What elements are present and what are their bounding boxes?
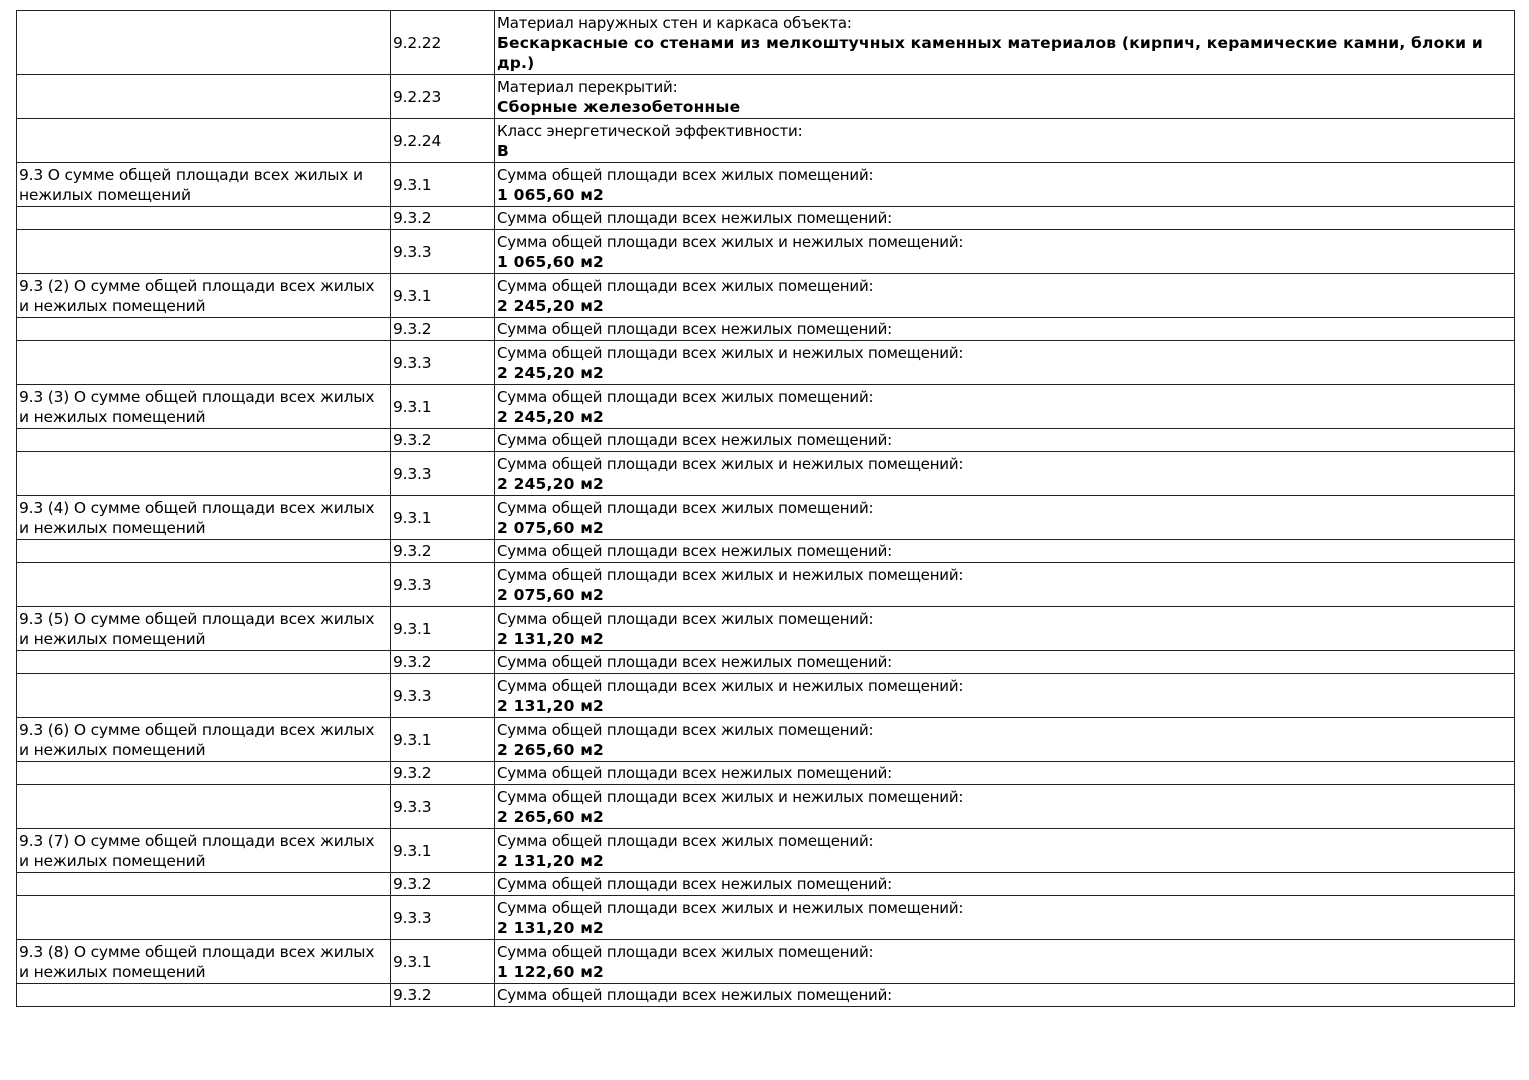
field-label: Сумма общей площади всех жилых помещений: xyxy=(497,166,874,184)
field-value: 1 065,60 м2 xyxy=(497,253,605,271)
field-label: Класс энергетической эффективности: xyxy=(497,122,803,140)
field-label: Сумма общей площади всех жилых помещений: xyxy=(497,499,874,517)
section-cell: 9.3 (8) О сумме общей площади всех жилых и нежилых помещений xyxy=(17,940,391,984)
table-row xyxy=(17,207,1515,230)
content-cell xyxy=(495,718,1515,762)
table-row xyxy=(17,563,1515,607)
code-cell: 9.3.2 xyxy=(391,207,495,230)
content-cell xyxy=(495,607,1515,651)
content-cell xyxy=(495,896,1515,940)
code-cell: 9.3.3 xyxy=(391,230,495,274)
section-cell: 9.3 (7) О сумме общей площади всех жилых и нежилых помещений xyxy=(17,829,391,873)
field-label: Сумма общей площади всех нежилых помещений: xyxy=(497,320,893,338)
code-cell: 9.3.1 xyxy=(391,607,495,651)
table-row xyxy=(17,318,1515,341)
table-row xyxy=(17,762,1515,785)
field-label: Сумма общей площади всех жилых и нежилых помещений: xyxy=(497,788,964,806)
declaration-table xyxy=(16,10,1515,1007)
table-row xyxy=(17,75,1515,119)
table-row xyxy=(17,785,1515,829)
section-cell: 9.3 (4) О сумме общей площади всех жилых и нежилых помещений xyxy=(17,496,391,540)
content-cell xyxy=(495,385,1515,429)
code-cell: 9.3.1 xyxy=(391,163,495,207)
field-value: 2 131,20 м2 xyxy=(497,697,605,715)
field-label: Сумма общей площади всех жилых и нежилых помещений: xyxy=(497,899,964,917)
section-cell xyxy=(17,230,391,274)
code-cell: 9.3.1 xyxy=(391,940,495,984)
field-value: 2 131,20 м2 xyxy=(497,630,605,648)
table-row xyxy=(17,651,1515,674)
field-label: Сумма общей площади всех жилых и нежилых помещений: xyxy=(497,566,964,584)
section-cell xyxy=(17,785,391,829)
section-cell: 9.3 (2) О сумме общей площади всех жилых и нежилых помещений xyxy=(17,274,391,318)
table-row xyxy=(17,429,1515,452)
code-cell: 9.3.3 xyxy=(391,341,495,385)
field-value: 2 131,20 м2 xyxy=(497,919,605,937)
content-cell xyxy=(495,119,1515,163)
code-cell: 9.3.2 xyxy=(391,873,495,896)
section-cell: 9.3 (6) О сумме общей площади всех жилых и нежилых помещений xyxy=(17,718,391,762)
code-cell: 9.3.2 xyxy=(391,429,495,452)
table-row xyxy=(17,274,1515,318)
code-cell: 9.2.23 xyxy=(391,75,495,119)
field-label: Сумма общей площади всех жилых помещений: xyxy=(497,610,874,628)
content-cell xyxy=(495,75,1515,119)
section-cell xyxy=(17,429,391,452)
code-cell: 9.3.3 xyxy=(391,785,495,829)
table-row xyxy=(17,163,1515,207)
section-cell: 9.3 (3) О сумме общей площади всех жилых и нежилых помещений xyxy=(17,385,391,429)
content-cell xyxy=(495,230,1515,274)
content-cell xyxy=(495,207,1515,230)
content-cell xyxy=(495,163,1515,207)
table-row xyxy=(17,896,1515,940)
content-cell xyxy=(495,341,1515,385)
code-cell: 9.3.1 xyxy=(391,274,495,318)
field-label: Сумма общей площади всех жилых и нежилых помещений: xyxy=(497,233,964,251)
code-cell: 9.2.22 xyxy=(391,11,495,75)
field-value: 2 265,60 м2 xyxy=(497,808,605,826)
section-cell xyxy=(17,651,391,674)
code-cell: 9.3.1 xyxy=(391,385,495,429)
content-cell xyxy=(495,274,1515,318)
section-cell: 9.3 О сумме общей площади всех жилых и нежилых помещений xyxy=(17,163,391,207)
code-cell: 9.3.3 xyxy=(391,563,495,607)
field-value: 1 065,60 м2 xyxy=(497,186,605,204)
table-row xyxy=(17,718,1515,762)
field-label: Сумма общей площади всех нежилых помещений: xyxy=(497,653,893,671)
section-cell xyxy=(17,207,391,230)
section-cell xyxy=(17,341,391,385)
field-value: 2 245,20 м2 xyxy=(497,408,605,426)
field-value: 2 245,20 м2 xyxy=(497,364,605,382)
field-value: 2 245,20 м2 xyxy=(497,297,605,315)
field-label: Сумма общей площади всех жилых помещений: xyxy=(497,943,874,961)
table-row xyxy=(17,873,1515,896)
code-cell: 9.3.3 xyxy=(391,896,495,940)
field-value: Сборные железобетонные xyxy=(497,98,741,116)
code-cell: 9.3.3 xyxy=(391,452,495,496)
code-cell: 9.3.2 xyxy=(391,651,495,674)
field-value: Бескаркасные со стенами из мелкоштучных каменных материалов (кирпич, керамические камни, блоки и др.) xyxy=(497,34,1483,72)
table-body xyxy=(17,11,1515,1007)
content-cell xyxy=(495,11,1515,75)
content-cell xyxy=(495,873,1515,896)
content-cell xyxy=(495,940,1515,984)
field-value: 2 245,20 м2 xyxy=(497,475,605,493)
section-cell xyxy=(17,452,391,496)
content-cell xyxy=(495,452,1515,496)
code-cell: 9.3.2 xyxy=(391,540,495,563)
field-value: 1 122,60 м2 xyxy=(497,963,605,981)
field-label: Сумма общей площади всех нежилых помещений: xyxy=(497,542,893,560)
content-cell xyxy=(495,674,1515,718)
table-row xyxy=(17,540,1515,563)
code-cell: 9.3.1 xyxy=(391,496,495,540)
field-value: 2 075,60 м2 xyxy=(497,586,605,604)
field-value: 2 131,20 м2 xyxy=(497,852,605,870)
field-label: Сумма общей площади всех нежилых помещений: xyxy=(497,764,893,782)
content-cell xyxy=(495,785,1515,829)
code-cell: 9.2.24 xyxy=(391,119,495,163)
table-row xyxy=(17,607,1515,651)
field-label: Сумма общей площади всех жилых и нежилых помещений: xyxy=(497,344,964,362)
content-cell xyxy=(495,540,1515,563)
field-value: 2 075,60 м2 xyxy=(497,519,605,537)
table-row xyxy=(17,674,1515,718)
field-label: Сумма общей площади всех жилых и нежилых помещений: xyxy=(497,455,964,473)
content-cell xyxy=(495,651,1515,674)
code-cell: 9.3.2 xyxy=(391,318,495,341)
section-cell xyxy=(17,563,391,607)
table-row xyxy=(17,385,1515,429)
content-cell xyxy=(495,984,1515,1007)
field-label: Сумма общей площади всех нежилых помещений: xyxy=(497,875,893,893)
content-cell xyxy=(495,762,1515,785)
table-row xyxy=(17,984,1515,1007)
field-label: Сумма общей площади всех нежилых помещений: xyxy=(497,209,893,227)
code-cell: 9.3.3 xyxy=(391,674,495,718)
field-value: 2 265,60 м2 xyxy=(497,741,605,759)
code-cell: 9.3.1 xyxy=(391,829,495,873)
field-label: Сумма общей площади всех жилых и нежилых помещений: xyxy=(497,677,964,695)
section-cell xyxy=(17,540,391,563)
field-label: Сумма общей площади всех нежилых помещений: xyxy=(497,986,893,1004)
table-row xyxy=(17,940,1515,984)
table-row xyxy=(17,341,1515,385)
table-row xyxy=(17,496,1515,540)
section-cell xyxy=(17,75,391,119)
section-cell: 9.3 (5) О сумме общей площади всех жилых и нежилых помещений xyxy=(17,607,391,651)
section-cell xyxy=(17,896,391,940)
field-label: Сумма общей площади всех жилых помещений: xyxy=(497,277,874,295)
content-cell xyxy=(495,829,1515,873)
content-cell xyxy=(495,429,1515,452)
table-row xyxy=(17,452,1515,496)
field-label: Сумма общей площади всех жилых помещений: xyxy=(497,832,874,850)
section-cell xyxy=(17,984,391,1007)
section-cell xyxy=(17,873,391,896)
field-label: Сумма общей площади всех нежилых помещений: xyxy=(497,431,893,449)
table-row xyxy=(17,829,1515,873)
section-cell xyxy=(17,119,391,163)
field-value: B xyxy=(497,142,510,160)
code-cell: 9.3.2 xyxy=(391,984,495,1007)
field-label: Материал наружных стен и каркаса объекта: xyxy=(497,14,852,32)
section-cell xyxy=(17,674,391,718)
section-cell xyxy=(17,11,391,75)
section-cell xyxy=(17,762,391,785)
code-cell: 9.3.1 xyxy=(391,718,495,762)
table-row xyxy=(17,11,1515,75)
code-cell: 9.3.2 xyxy=(391,762,495,785)
field-label: Сумма общей площади всех жилых помещений: xyxy=(497,721,874,739)
field-label: Сумма общей площади всех жилых помещений: xyxy=(497,388,874,406)
table-row xyxy=(17,230,1515,274)
section-cell xyxy=(17,318,391,341)
content-cell xyxy=(495,496,1515,540)
field-label: Материал перекрытий: xyxy=(497,78,678,96)
content-cell xyxy=(495,563,1515,607)
content-cell xyxy=(495,318,1515,341)
table-row xyxy=(17,119,1515,163)
